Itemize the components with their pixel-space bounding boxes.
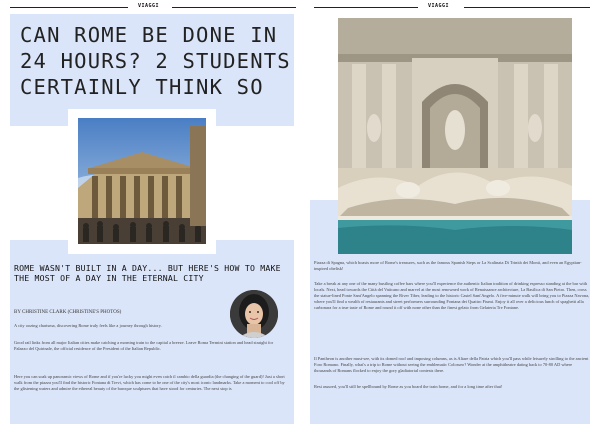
right-paragraph-3: Il Pantheon is another must-see, with its domed roof and imposing columns, as is Altare della Patria which you'll pass while leisurely strolling to the ancient Foro Romano. Finally, what's a trip to Rome without seeing the emblematic Colosseo? Wonder at the amphitheatre dating back to 70-80 AD where thousands of Romans flocked to enjoy the gory gladiatorial contests there. bbox=[314, 356, 589, 373]
header-rule-right-right-page bbox=[464, 7, 590, 8]
header-rule-left-right-page bbox=[314, 7, 418, 8]
colosseum-photo bbox=[78, 118, 206, 244]
right-paragraph-1: Piazza di Spagna, which boasts more of Rome's treasures, such as the famous Spanish Steps or La Scalinata Di Trinità dei Monti, and even an Egyptian-inspired obelisk! bbox=[314, 260, 582, 271]
subheadline: ROME WASN'T BUILT IN A DAY... BUT HERE'S HOW TO MAKE THE MOST OF A DAY IN THE ETERNAL CITY bbox=[14, 263, 281, 284]
header-rule-right bbox=[172, 7, 296, 8]
left-paragraph-1: A city oozing charisma, discovering Rome truly feels like a journey through history. bbox=[14, 323, 162, 328]
right-paragraph-2: Take a break at any one of the many bustling coffee bars where you'll experience the authentic Italian tradition of drinking espresso standing at the bar with locals. Next, head towards the Città del Vaticano and marvel at the most renowned work of Renaissance architecture, La Basilica di San Pietro. Then, cross the statue-lined Ponte Sant'Angelo spanning the River Tiber, leading to the historic Castel Sant'Angelo. A five-minute walk will bring you to Piazza Navona, where you'll find a wealth of restaurants and street performers surrounding Fontana dei Quattro Fiumi. Enjoy it all over a delicious lunch of spaghetti alla carbonara for a true taste of Rome and round it off with none other than the finest gelato from Gelateria Tre Fontane. bbox=[314, 281, 590, 310]
trevi-fountain-photo bbox=[338, 18, 572, 254]
magazine-name-right: VIAGGI bbox=[428, 3, 450, 9]
left-paragraph-2: Good rail links from all major Italian cities make catching a morning train to the capital a breeze. Leave Roma Termini station and head straight for Palazzo del Quirinale, the official residence of the President of the Italian Republic. bbox=[14, 340, 274, 351]
left-paragraph-3: Here you can soak up panoramic views of Rome and if you're lucky you might even catch il cambio della guardia (the changing of the guard)! Just a short walk from the piazza you'll find the historic Fontana di Trevi, which has come to be one of the city's most iconic landmarks. Take a moment to cool off by the glistening waters and admire the ethereal beauty of the baroque sculptures that have stood for centuries. The next stop is bbox=[14, 374, 285, 391]
headline: CAN ROME BE DONE IN 24 HOURS? 2 STUDENTS CERTAINLY THINK SO bbox=[20, 23, 291, 99]
author-avatar bbox=[230, 290, 278, 338]
magazine-name: VIAGGI bbox=[138, 3, 160, 9]
right-paragraph-4: Rest assured, you'll still be spellbound by Rome as you board the train home, and for a long time after that! bbox=[314, 384, 503, 389]
byline: BY CHRISTINE CLARK (CHRISTINE'S PHOTOS) bbox=[14, 310, 122, 315]
header-rule-left bbox=[10, 7, 128, 8]
